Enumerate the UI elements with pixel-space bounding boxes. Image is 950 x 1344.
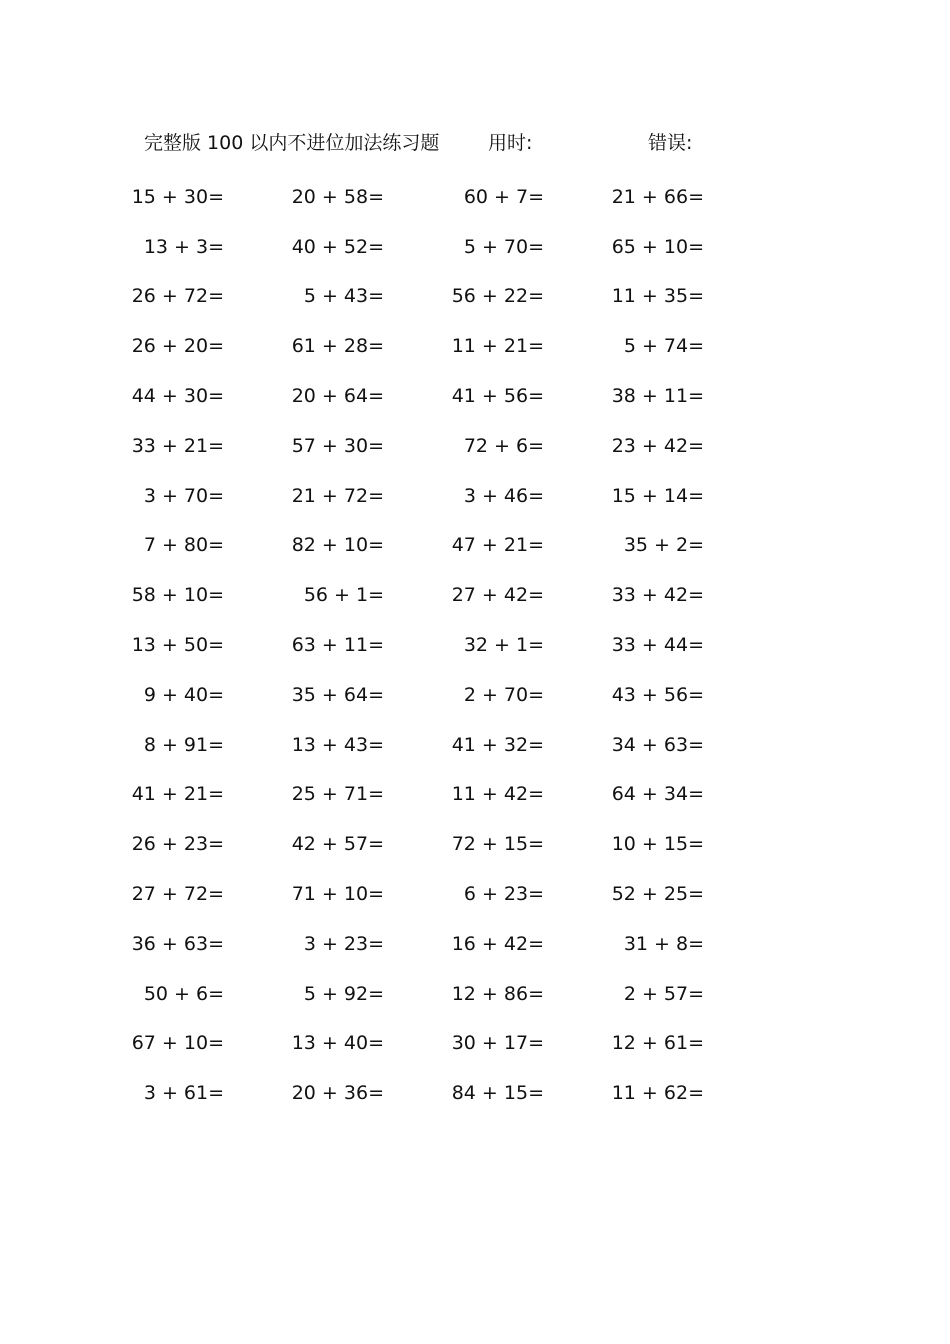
problem-expression: 33 + 44= xyxy=(611,634,704,657)
problem-expression: 12 + 86= xyxy=(451,982,544,1005)
problem-item xyxy=(284,222,444,272)
problem-expression: 63 + 11= xyxy=(291,634,384,657)
problem-item xyxy=(284,969,444,1019)
problem-item xyxy=(284,421,444,471)
problem-expression: 64 + 34= xyxy=(611,783,704,806)
problem-item xyxy=(124,1019,284,1069)
problem-item xyxy=(444,222,604,272)
problem-item xyxy=(124,421,284,471)
problem-grid xyxy=(124,172,764,1118)
problem-item xyxy=(124,720,284,770)
problem-item xyxy=(604,222,764,272)
problem-expression: 71 + 10= xyxy=(291,883,384,906)
problem-expression: 5 + 92= xyxy=(303,982,384,1005)
problem-item xyxy=(284,919,444,969)
problem-expression: 41 + 21= xyxy=(131,783,224,806)
problem-expression: 56 + 22= xyxy=(451,285,544,308)
problem-expression: 26 + 72= xyxy=(131,285,224,308)
problem-expression: 23 + 42= xyxy=(611,434,704,457)
problem-item xyxy=(284,321,444,371)
problem-item xyxy=(604,471,764,521)
problem-expression: 65 + 10= xyxy=(611,235,704,258)
problem-expression: 57 + 30= xyxy=(291,434,384,457)
problem-expression: 7 + 80= xyxy=(143,534,224,557)
problem-expression: 41 + 32= xyxy=(451,733,544,756)
problem-item xyxy=(124,521,284,571)
problem-expression: 11 + 21= xyxy=(451,335,544,358)
problem-item xyxy=(124,819,284,869)
problem-item xyxy=(284,272,444,322)
problem-expression: 67 + 10= xyxy=(131,1032,224,1055)
problem-expression: 5 + 70= xyxy=(463,235,544,258)
problem-item xyxy=(284,172,444,222)
problem-item xyxy=(444,869,604,919)
problem-expression: 30 + 17= xyxy=(451,1032,544,1055)
problem-expression: 21 + 66= xyxy=(611,185,704,208)
problem-item xyxy=(444,321,604,371)
problem-expression: 11 + 35= xyxy=(611,285,704,308)
problem-item xyxy=(604,670,764,720)
problem-expression: 26 + 23= xyxy=(131,833,224,856)
problem-expression: 36 + 63= xyxy=(131,932,224,955)
problem-expression: 3 + 70= xyxy=(143,484,224,507)
problem-expression: 42 + 57= xyxy=(291,833,384,856)
problem-item xyxy=(124,321,284,371)
problem-item xyxy=(284,1068,444,1118)
problem-item xyxy=(604,770,764,820)
problem-item xyxy=(284,869,444,919)
problem-item xyxy=(284,371,444,421)
problem-expression: 8 + 91= xyxy=(143,733,224,756)
problem-expression: 15 + 14= xyxy=(611,484,704,507)
problem-expression: 5 + 43= xyxy=(303,285,384,308)
problem-expression: 11 + 42= xyxy=(451,783,544,806)
problem-expression: 21 + 72= xyxy=(291,484,384,507)
problem-expression: 40 + 52= xyxy=(291,235,384,258)
problem-expression: 26 + 20= xyxy=(131,335,224,358)
problem-item xyxy=(124,770,284,820)
problem-expression: 72 + 6= xyxy=(463,434,544,457)
problem-item xyxy=(124,222,284,272)
problem-item xyxy=(604,172,764,222)
problem-item xyxy=(604,969,764,1019)
problem-item xyxy=(124,919,284,969)
problem-item xyxy=(124,172,284,222)
problem-item xyxy=(444,969,604,1019)
problem-item xyxy=(604,720,764,770)
problem-expression: 47 + 21= xyxy=(451,534,544,557)
problem-item xyxy=(444,172,604,222)
problem-item xyxy=(604,1068,764,1118)
problem-item xyxy=(284,1019,444,1069)
problem-item xyxy=(124,620,284,670)
problem-expression: 84 + 15= xyxy=(451,1082,544,1105)
problem-expression: 15 + 30= xyxy=(131,185,224,208)
problem-item xyxy=(124,272,284,322)
problem-expression: 38 + 11= xyxy=(611,385,704,408)
problem-expression: 41 + 56= xyxy=(451,385,544,408)
problem-expression: 9 + 40= xyxy=(143,683,224,706)
problem-expression: 44 + 30= xyxy=(131,385,224,408)
problem-item xyxy=(124,670,284,720)
problem-item xyxy=(604,869,764,919)
problem-expression: 13 + 3= xyxy=(143,235,224,258)
error-label: 错误: xyxy=(648,132,693,154)
problem-item xyxy=(444,272,604,322)
problem-expression: 72 + 15= xyxy=(451,833,544,856)
problem-item xyxy=(284,570,444,620)
problem-expression: 10 + 15= xyxy=(611,833,704,856)
problem-item xyxy=(284,819,444,869)
problem-expression: 16 + 42= xyxy=(451,932,544,955)
problem-item xyxy=(604,919,764,969)
problem-item xyxy=(444,770,604,820)
problem-item xyxy=(444,471,604,521)
problem-item xyxy=(284,620,444,670)
problem-expression: 11 + 62= xyxy=(611,1082,704,1105)
problem-expression: 58 + 10= xyxy=(131,584,224,607)
problem-expression: 43 + 56= xyxy=(611,683,704,706)
problem-expression: 13 + 43= xyxy=(291,733,384,756)
problem-item xyxy=(604,371,764,421)
problem-item xyxy=(604,620,764,670)
problem-expression: 61 + 28= xyxy=(291,335,384,358)
problem-item xyxy=(284,770,444,820)
problem-expression: 56 + 1= xyxy=(303,584,384,607)
problem-item xyxy=(604,570,764,620)
problem-item xyxy=(444,1068,604,1118)
problem-item xyxy=(124,1068,284,1118)
problem-expression: 25 + 71= xyxy=(291,783,384,806)
problem-expression: 52 + 25= xyxy=(611,883,704,906)
problem-item xyxy=(124,570,284,620)
problem-expression: 35 + 2= xyxy=(623,534,704,557)
problem-item xyxy=(444,819,604,869)
problem-expression: 3 + 23= xyxy=(303,932,384,955)
problem-expression: 20 + 58= xyxy=(291,185,384,208)
problem-expression: 20 + 36= xyxy=(291,1082,384,1105)
problem-expression: 82 + 10= xyxy=(291,534,384,557)
problem-item xyxy=(604,421,764,471)
problem-item xyxy=(604,521,764,571)
problem-expression: 32 + 1= xyxy=(463,634,544,657)
problem-item xyxy=(444,521,604,571)
problem-expression: 12 + 61= xyxy=(611,1032,704,1055)
problem-expression: 13 + 50= xyxy=(131,634,224,657)
problem-expression: 33 + 21= xyxy=(131,434,224,457)
problem-expression: 6 + 23= xyxy=(463,883,544,906)
problem-item xyxy=(444,720,604,770)
problem-item xyxy=(444,670,604,720)
problem-item xyxy=(604,272,764,322)
problem-item xyxy=(444,371,604,421)
problem-expression: 13 + 40= xyxy=(291,1032,384,1055)
problem-expression: 50 + 6= xyxy=(143,982,224,1005)
problem-item xyxy=(124,471,284,521)
problem-expression: 5 + 74= xyxy=(623,335,704,358)
problem-item xyxy=(444,919,604,969)
problem-expression: 27 + 42= xyxy=(451,584,544,607)
problem-expression: 33 + 42= xyxy=(611,584,704,607)
problem-expression: 2 + 70= xyxy=(463,683,544,706)
problem-expression: 20 + 64= xyxy=(291,385,384,408)
problem-expression: 3 + 61= xyxy=(143,1082,224,1105)
problem-expression: 27 + 72= xyxy=(131,883,224,906)
problem-item xyxy=(124,969,284,1019)
problem-expression: 2 + 57= xyxy=(623,982,704,1005)
problem-expression: 31 + 8= xyxy=(623,932,704,955)
worksheet-title: 完整版 100 以内不进位加法练习题 xyxy=(144,132,440,154)
problem-item xyxy=(124,371,284,421)
problem-expression: 60 + 7= xyxy=(463,185,544,208)
problem-expression: 34 + 63= xyxy=(611,733,704,756)
problem-item xyxy=(284,521,444,571)
problem-item xyxy=(444,1019,604,1069)
problem-item xyxy=(124,869,284,919)
problem-item xyxy=(284,471,444,521)
problem-item xyxy=(444,570,604,620)
problem-item xyxy=(444,620,604,670)
problem-item xyxy=(284,670,444,720)
problem-item xyxy=(604,1019,764,1069)
problem-expression: 35 + 64= xyxy=(291,683,384,706)
problem-item xyxy=(604,321,764,371)
problem-item xyxy=(284,720,444,770)
problem-expression: 3 + 46= xyxy=(463,484,544,507)
time-label: 用时: xyxy=(488,132,533,154)
problem-item xyxy=(444,421,604,471)
problem-item xyxy=(604,819,764,869)
worksheet-header xyxy=(144,126,764,160)
